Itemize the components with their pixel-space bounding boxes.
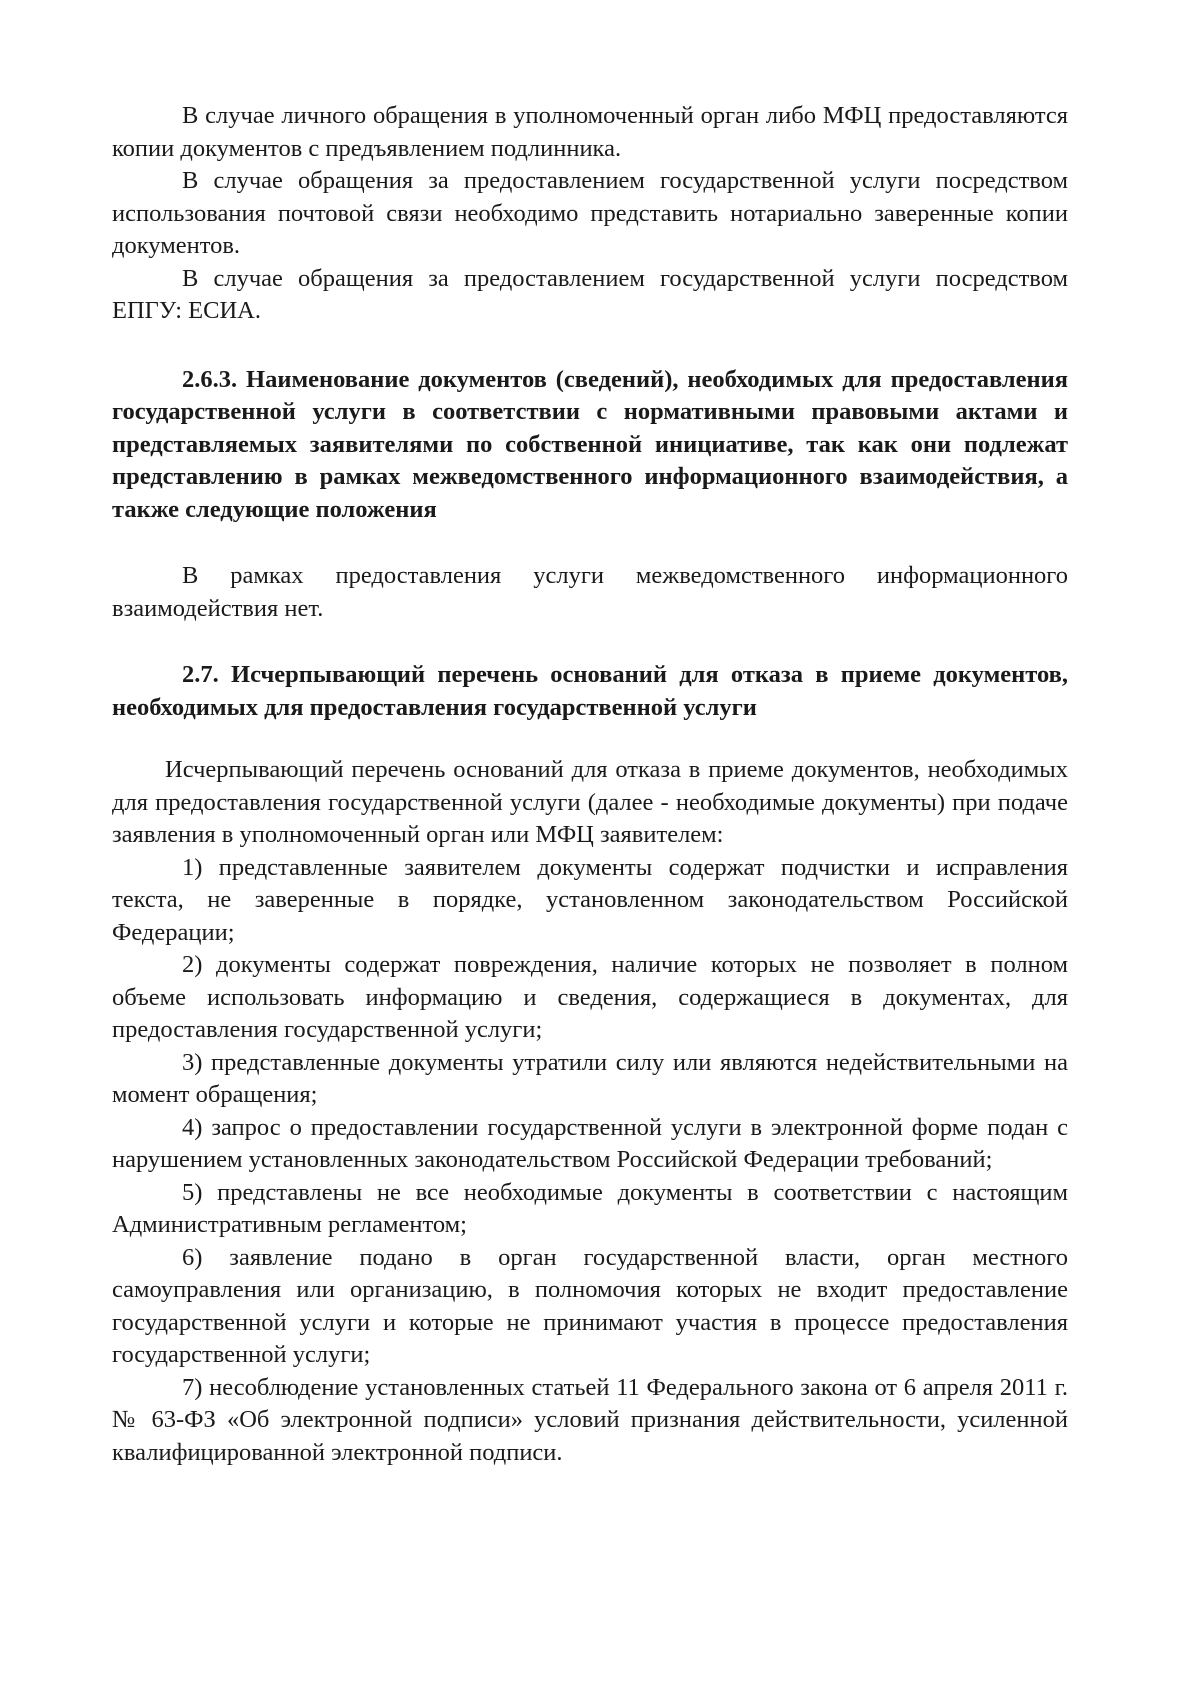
- section-spacer: [112, 526, 1068, 560]
- list-item-refusal-5: 5) представлены не все необходимые документы в соответствии с настоящим Административным регламентом;: [112, 1178, 1068, 1238]
- list-item-refusal-1: 1) представленные заявителем документы содержат подчистки и исправления текста, не заверенные в порядке, установленном законодательством Российской Федерации;: [112, 853, 1068, 946]
- section-heading-2-7: 2.7. Исчерпывающий перечень оснований для отказа в приеме документов, необходимых для предоставления государственной услуги: [112, 661, 1068, 721]
- list-item-refusal-2: 2) документы содержат повреждения, наличие которых не позволяет в полном объеме использовать информацию и сведения, содержащиеся в документах, для предоставления государственной услуги;: [112, 951, 1068, 1043]
- document-page: [112, 100, 1068, 1469]
- section-spacer: [112, 625, 1068, 659]
- list-item-refusal-3: 3) представленные документы утратили силу или являются недействительными на момент обращения;: [112, 1048, 1068, 1108]
- section-spacer: [112, 724, 1068, 754]
- section-spacer: [112, 328, 1068, 364]
- list-item-refusal-4: 4) запрос о предоставлении государственной услуги в электронной форме подан с нарушением установленных законодательством Российской Федерации требований;: [112, 1113, 1068, 1173]
- paragraph-refusal-intro: Исчерпывающий перечень оснований для отказа в приеме документов, необходимых для предоставления государственной услуги (далее - необходимые документы) при подаче заявления в уполномоченный орган или МФЦ заявителем:: [112, 756, 1068, 848]
- section-heading-2-6-3: 2.6.3. Наименование документов (сведений), необходимых для предоставления государственной услуги в соответствии с нормативными правовыми актами и представляемых заявителями по собственной инициативе, так как они подлежат представлению в рамках межведомственного информационного взаимодействия, а также следующие положения: [112, 365, 1068, 523]
- list-item-refusal-6: 6) заявление подано в орган государственной власти, орган местного самоуправления или организацию, в полномочия которых не входит предоставление государственной услуги и которые не принимают участия в процессе предоставления государственной услуги;: [112, 1243, 1068, 1368]
- list-item-refusal-7: 7) несоблюдение установленных статьей 11 Федерального закона от 6 апреля 2011 г. № 63-ФЗ «Об электронной подписи» условий признания действительности, усиленной квалифицированной электронной подписи.: [112, 1373, 1068, 1466]
- paragraph-personal-appeal: В случае личного обращения в уполномоченный орган либо МФЦ предоставляются копии документов с предъявлением подлинника.: [112, 102, 1068, 162]
- paragraph-epgu-appeal: В случае обращения за предоставлением государственной услуги посредством ЕПГУ: ЕСИА.: [112, 264, 1068, 324]
- paragraph-interagency: В рамках предоставления услуги межведомственного информационного взаимодействия нет.: [112, 562, 1068, 622]
- paragraph-postal-appeal: В случае обращения за предоставлением государственной услуги посредством использования почтовой связи необходимо представить нотариально заверенные копии документов.: [112, 167, 1068, 259]
